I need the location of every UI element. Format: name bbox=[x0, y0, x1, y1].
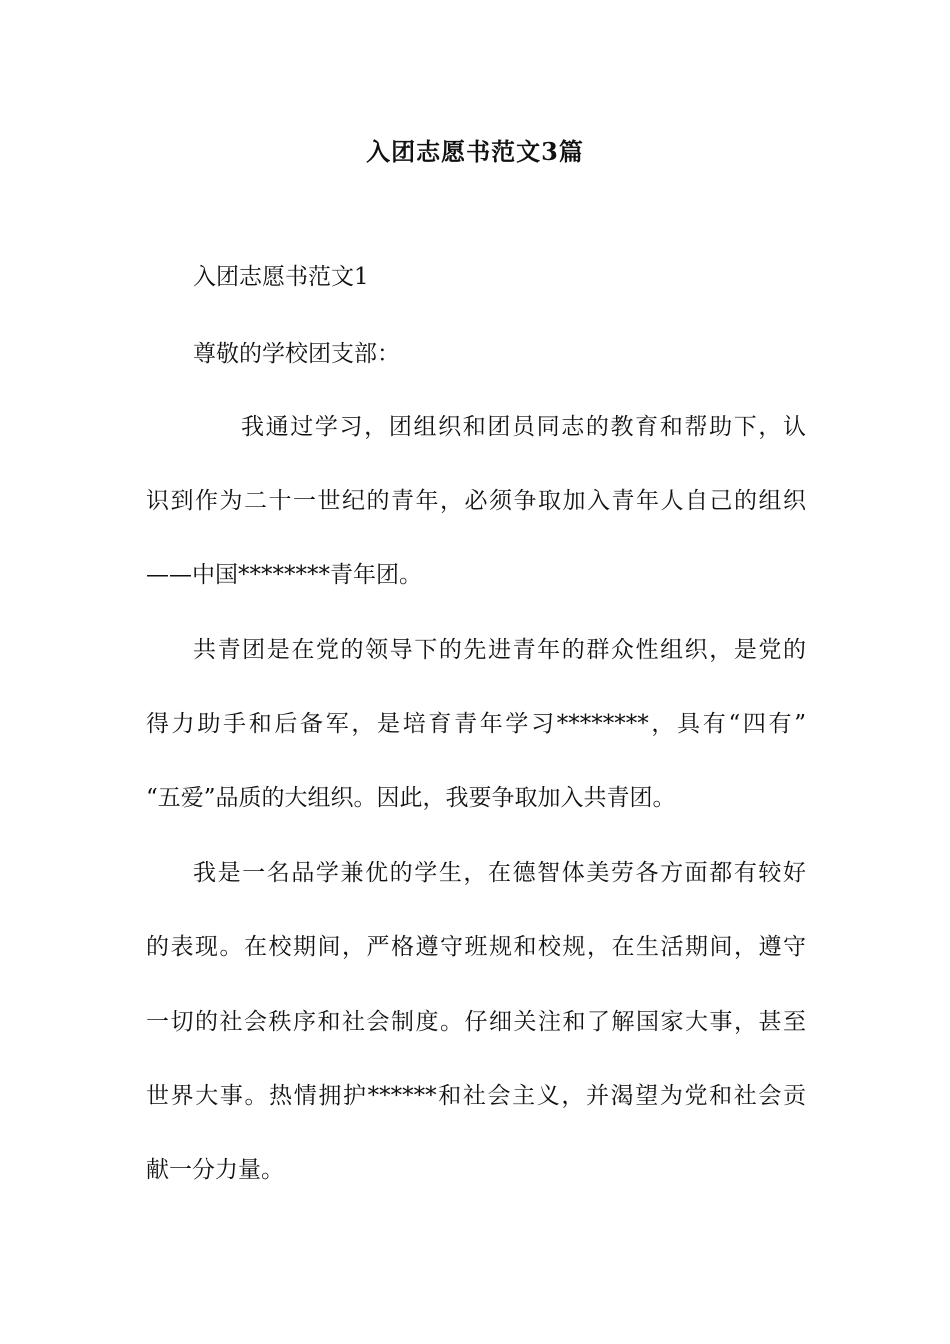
paragraph-2-line-2: 得力助手和后备军，是培育青年学习********，具有“四有” bbox=[146, 711, 806, 737]
document-title: 入团志愿书范文3篇 bbox=[366, 137, 584, 166]
paragraph-3-line-5: 献一分力量。 bbox=[146, 1157, 284, 1183]
paragraph-3-line-4: 世界大事。热情拥护******和社会主义，并渴望为党和社会贡 bbox=[146, 1083, 806, 1109]
paragraph-1-line-3: ——中国********青年团。 bbox=[146, 562, 422, 588]
paragraph-1-line-2: 识到作为二十一世纪的青年，必须争取加入青年人自己的组织 bbox=[146, 488, 806, 514]
paragraph-3-line-2: 的表现。在校期间，严格遵守班规和校规，在生活期间，遵守 bbox=[146, 934, 806, 960]
section-heading: 入团志愿书范文1 bbox=[193, 264, 369, 290]
paragraph-3-line-3: 一切的社会秩序和社会制度。仔细关注和了解国家大事，甚至 bbox=[146, 1009, 806, 1035]
salutation: 尊敬的学校团支部： bbox=[193, 341, 400, 367]
paragraph-2-line-3: “五爱”品质的大组织。因此，我要争取加入共青团。 bbox=[146, 785, 676, 811]
paragraph-3-line-1: 我是一名品学兼优的学生，在德智体美劳各方面都有较好 bbox=[193, 860, 806, 886]
paragraph-1-line-1: 我通过学习，团组织和团员同志的教育和帮助下，认 bbox=[241, 414, 806, 440]
paragraph-2-line-1: 共青团是在党的领导下的先进青年的群众性组织，是党的 bbox=[193, 637, 806, 663]
